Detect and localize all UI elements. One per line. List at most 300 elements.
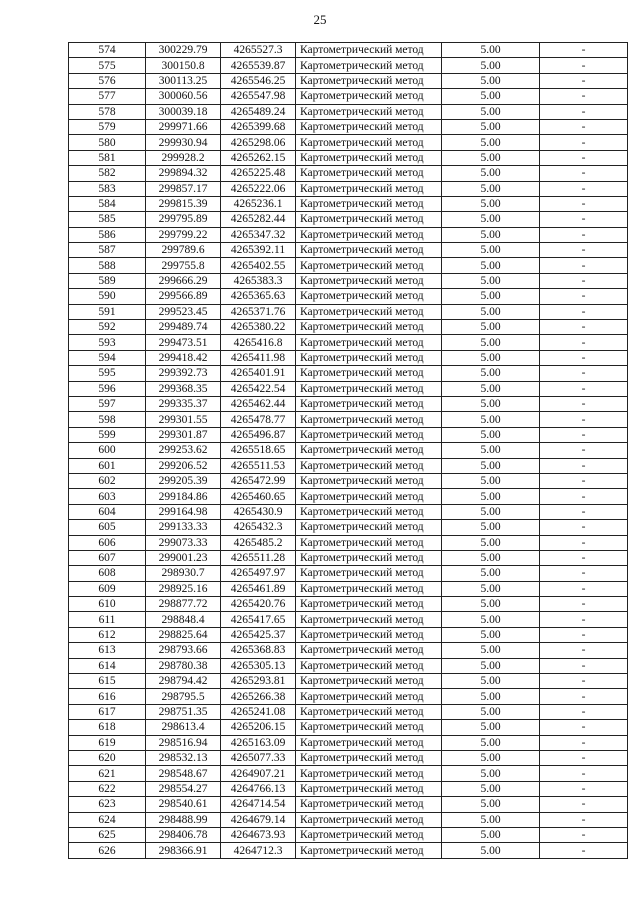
point-number-cell: 597 (69, 396, 146, 411)
accuracy-cell: 5.00 (442, 581, 540, 596)
x-coordinate-cell: 299392.73 (146, 366, 221, 381)
table-row (69, 735, 628, 750)
method-cell: Картометрический метод (296, 550, 442, 565)
table-row (69, 366, 628, 381)
x-coordinate-cell: 298825.64 (146, 627, 221, 642)
description-cell: - (540, 196, 628, 211)
method-cell: Картометрический метод (296, 227, 442, 242)
point-number-cell: 588 (69, 258, 146, 273)
table-row (69, 212, 628, 227)
x-coordinate-cell: 299301.55 (146, 412, 221, 427)
description-cell: - (540, 473, 628, 488)
x-coordinate-cell: 298516.94 (146, 735, 221, 750)
description-cell: - (540, 243, 628, 258)
table-row (69, 304, 628, 319)
point-number-cell: 620 (69, 750, 146, 765)
table-row (69, 843, 628, 858)
description-cell: - (540, 520, 628, 535)
point-number-cell: 584 (69, 196, 146, 211)
method-cell: Картометрический метод (296, 797, 442, 812)
accuracy-cell: 5.00 (442, 412, 540, 427)
description-cell: - (540, 781, 628, 796)
x-coordinate-cell: 299133.33 (146, 520, 221, 535)
y-coordinate-cell: 4265225.48 (221, 166, 296, 181)
method-cell: Картометрический метод (296, 304, 442, 319)
table-row (69, 119, 628, 134)
point-number-cell: 613 (69, 643, 146, 658)
x-coordinate-cell: 300229.79 (146, 43, 221, 58)
y-coordinate-cell: 4265417.65 (221, 612, 296, 627)
table-row (69, 181, 628, 196)
accuracy-cell: 5.00 (442, 135, 540, 150)
method-cell: Картометрический метод (296, 119, 442, 134)
table-row (69, 412, 628, 427)
accuracy-cell: 5.00 (442, 489, 540, 504)
table-row (69, 258, 628, 273)
accuracy-cell: 5.00 (442, 597, 540, 612)
y-coordinate-cell: 4265511.28 (221, 550, 296, 565)
point-number-cell: 574 (69, 43, 146, 58)
point-number-cell: 587 (69, 243, 146, 258)
accuracy-cell: 5.00 (442, 304, 540, 319)
y-coordinate-cell: 4265527.3 (221, 43, 296, 58)
y-coordinate-cell: 4265425.37 (221, 627, 296, 642)
method-cell: Картометрический метод (296, 258, 442, 273)
accuracy-cell: 5.00 (442, 104, 540, 119)
method-cell: Картометрический метод (296, 89, 442, 104)
point-number-cell: 578 (69, 104, 146, 119)
point-number-cell: 625 (69, 827, 146, 842)
x-coordinate-cell: 299755.8 (146, 258, 221, 273)
table-row (69, 720, 628, 735)
accuracy-cell: 5.00 (442, 520, 540, 535)
y-coordinate-cell: 4265518.65 (221, 443, 296, 458)
y-coordinate-cell: 4265422.54 (221, 381, 296, 396)
y-coordinate-cell: 4265077.33 (221, 750, 296, 765)
method-cell: Картометрический метод (296, 289, 442, 304)
y-coordinate-cell: 4265416.8 (221, 335, 296, 350)
page-number: 25 (313, 12, 327, 27)
x-coordinate-cell: 298795.5 (146, 689, 221, 704)
y-coordinate-cell: 4265547.98 (221, 89, 296, 104)
y-coordinate-cell: 4265298.06 (221, 135, 296, 150)
x-coordinate-cell: 298793.66 (146, 643, 221, 658)
x-coordinate-cell: 299335.37 (146, 396, 221, 411)
description-cell: - (540, 58, 628, 73)
description-cell: - (540, 335, 628, 350)
point-number-cell: 626 (69, 843, 146, 858)
description-cell: - (540, 73, 628, 88)
x-coordinate-cell: 298540.61 (146, 797, 221, 812)
point-number-cell: 621 (69, 766, 146, 781)
accuracy-cell: 5.00 (442, 289, 540, 304)
y-coordinate-cell: 4265411.98 (221, 350, 296, 365)
method-cell: Картометрический метод (296, 689, 442, 704)
method-cell: Картометрический метод (296, 196, 442, 211)
description-cell: - (540, 689, 628, 704)
point-number-cell: 594 (69, 350, 146, 365)
accuracy-cell: 5.00 (442, 458, 540, 473)
point-number-cell: 592 (69, 320, 146, 335)
table-row (69, 581, 628, 596)
table-row (69, 597, 628, 612)
x-coordinate-cell: 298877.72 (146, 597, 221, 612)
x-coordinate-cell: 298366.91 (146, 843, 221, 858)
x-coordinate-cell: 298780.38 (146, 658, 221, 673)
x-coordinate-cell: 298554.27 (146, 781, 221, 796)
point-number-cell: 590 (69, 289, 146, 304)
point-number-cell: 576 (69, 73, 146, 88)
method-cell: Картометрический метод (296, 273, 442, 288)
point-number-cell: 583 (69, 181, 146, 196)
point-number-cell: 623 (69, 797, 146, 812)
method-cell: Картометрический метод (296, 243, 442, 258)
accuracy-cell: 5.00 (442, 427, 540, 442)
x-coordinate-cell: 299894.32 (146, 166, 221, 181)
y-coordinate-cell: 4265478.77 (221, 412, 296, 427)
accuracy-cell: 5.00 (442, 750, 540, 765)
description-cell: - (540, 320, 628, 335)
y-coordinate-cell: 4265392.11 (221, 243, 296, 258)
description-cell: - (540, 658, 628, 673)
accuracy-cell: 5.00 (442, 797, 540, 812)
accuracy-cell: 5.00 (442, 566, 540, 581)
method-cell: Картометрический метод (296, 73, 442, 88)
table-row (69, 535, 628, 550)
y-coordinate-cell: 4265399.68 (221, 119, 296, 134)
table-row (69, 812, 628, 827)
method-cell: Картометрический метод (296, 166, 442, 181)
y-coordinate-cell: 4265241.08 (221, 704, 296, 719)
description-cell: - (540, 181, 628, 196)
point-number-cell: 608 (69, 566, 146, 581)
point-number-cell: 610 (69, 597, 146, 612)
accuracy-cell: 5.00 (442, 227, 540, 242)
point-number-cell: 580 (69, 135, 146, 150)
table-row (69, 797, 628, 812)
point-number-cell: 619 (69, 735, 146, 750)
x-coordinate-cell: 299164.98 (146, 504, 221, 519)
x-coordinate-cell: 299205.39 (146, 473, 221, 488)
method-cell: Картометрический метод (296, 58, 442, 73)
x-coordinate-cell: 298751.35 (146, 704, 221, 719)
accuracy-cell: 5.00 (442, 735, 540, 750)
y-coordinate-cell: 4265461.89 (221, 581, 296, 596)
table-row (69, 350, 628, 365)
description-cell: - (540, 427, 628, 442)
method-cell: Картометрический метод (296, 458, 442, 473)
x-coordinate-cell: 299795.89 (146, 212, 221, 227)
x-coordinate-cell: 300060.56 (146, 89, 221, 104)
description-cell: - (540, 643, 628, 658)
x-coordinate-cell: 298930.7 (146, 566, 221, 581)
method-cell: Картометрический метод (296, 612, 442, 627)
description-cell: - (540, 612, 628, 627)
point-number-cell: 586 (69, 227, 146, 242)
accuracy-cell: 5.00 (442, 381, 540, 396)
y-coordinate-cell: 4265266.38 (221, 689, 296, 704)
method-cell: Картометрический метод (296, 766, 442, 781)
x-coordinate-cell: 299206.52 (146, 458, 221, 473)
table-row (69, 550, 628, 565)
point-number-cell: 585 (69, 212, 146, 227)
description-cell: - (540, 43, 628, 58)
description-cell: - (540, 412, 628, 427)
method-cell: Картометрический метод (296, 366, 442, 381)
y-coordinate-cell: 4265262.15 (221, 150, 296, 165)
x-coordinate-cell: 300039.18 (146, 104, 221, 119)
x-coordinate-cell: 299666.29 (146, 273, 221, 288)
x-coordinate-cell: 298548.67 (146, 766, 221, 781)
method-cell: Картометрический метод (296, 104, 442, 119)
method-cell: Картометрический метод (296, 43, 442, 58)
table-row (69, 766, 628, 781)
y-coordinate-cell: 4265485.2 (221, 535, 296, 550)
point-number-cell: 624 (69, 812, 146, 827)
accuracy-cell: 5.00 (442, 73, 540, 88)
accuracy-cell: 5.00 (442, 150, 540, 165)
table-row (69, 689, 628, 704)
description-cell: - (540, 381, 628, 396)
method-cell: Картометрический метод (296, 735, 442, 750)
method-cell: Картометрический метод (296, 335, 442, 350)
accuracy-cell: 5.00 (442, 550, 540, 565)
table-row (69, 427, 628, 442)
accuracy-cell: 5.00 (442, 258, 540, 273)
method-cell: Картометрический метод (296, 504, 442, 519)
accuracy-cell: 5.00 (442, 812, 540, 827)
table-row (69, 827, 628, 842)
coordinates-table-body (69, 43, 628, 859)
accuracy-cell: 5.00 (442, 504, 540, 519)
y-coordinate-cell: 4264766.13 (221, 781, 296, 796)
table-row (69, 658, 628, 673)
description-cell: - (540, 504, 628, 519)
description-cell: - (540, 704, 628, 719)
description-cell: - (540, 304, 628, 319)
description-cell: - (540, 843, 628, 858)
accuracy-cell: 5.00 (442, 396, 540, 411)
point-number-cell: 600 (69, 443, 146, 458)
x-coordinate-cell: 299473.51 (146, 335, 221, 350)
table-row (69, 750, 628, 765)
y-coordinate-cell: 4265293.81 (221, 674, 296, 689)
description-cell: - (540, 350, 628, 365)
x-coordinate-cell: 298613.4 (146, 720, 221, 735)
y-coordinate-cell: 4265222.06 (221, 181, 296, 196)
point-number-cell: 589 (69, 273, 146, 288)
accuracy-cell: 5.00 (442, 58, 540, 73)
accuracy-cell: 5.00 (442, 766, 540, 781)
y-coordinate-cell: 4264679.14 (221, 812, 296, 827)
y-coordinate-cell: 4265402.55 (221, 258, 296, 273)
description-cell: - (540, 797, 628, 812)
y-coordinate-cell: 4264907.21 (221, 766, 296, 781)
y-coordinate-cell: 4265236.1 (221, 196, 296, 211)
y-coordinate-cell: 4265163.09 (221, 735, 296, 750)
description-cell: - (540, 458, 628, 473)
x-coordinate-cell: 298488.99 (146, 812, 221, 827)
accuracy-cell: 5.00 (442, 119, 540, 134)
x-coordinate-cell: 299184.86 (146, 489, 221, 504)
table-row (69, 89, 628, 104)
y-coordinate-cell: 4265546.25 (221, 73, 296, 88)
x-coordinate-cell: 300150.8 (146, 58, 221, 73)
method-cell: Картометрический метод (296, 135, 442, 150)
y-coordinate-cell: 4265368.83 (221, 643, 296, 658)
x-coordinate-cell: 299566.89 (146, 289, 221, 304)
description-cell: - (540, 135, 628, 150)
method-cell: Картометрический метод (296, 350, 442, 365)
x-coordinate-cell: 298848.4 (146, 612, 221, 627)
description-cell: - (540, 597, 628, 612)
point-number-cell: 602 (69, 473, 146, 488)
x-coordinate-cell: 299073.33 (146, 535, 221, 550)
table-row (69, 504, 628, 519)
x-coordinate-cell: 299930.94 (146, 135, 221, 150)
point-number-cell: 618 (69, 720, 146, 735)
method-cell: Картометрический метод (296, 150, 442, 165)
table-row (69, 104, 628, 119)
description-cell: - (540, 550, 628, 565)
accuracy-cell: 5.00 (442, 243, 540, 258)
y-coordinate-cell: 4264712.3 (221, 843, 296, 858)
description-cell: - (540, 566, 628, 581)
method-cell: Картометрический метод (296, 396, 442, 411)
table-row (69, 473, 628, 488)
accuracy-cell: 5.00 (442, 196, 540, 211)
x-coordinate-cell: 299489.74 (146, 320, 221, 335)
table-row (69, 73, 628, 88)
table-row (69, 227, 628, 242)
x-coordinate-cell: 299253.62 (146, 443, 221, 458)
y-coordinate-cell: 4265371.76 (221, 304, 296, 319)
x-coordinate-cell: 299928.2 (146, 150, 221, 165)
method-cell: Картометрический метод (296, 412, 442, 427)
method-cell: Картометрический метод (296, 704, 442, 719)
x-coordinate-cell: 298406.78 (146, 827, 221, 842)
table-row (69, 674, 628, 689)
coordinates-table (68, 42, 628, 859)
method-cell: Картометрический метод (296, 443, 442, 458)
method-cell: Картометрический метод (296, 212, 442, 227)
y-coordinate-cell: 4265206.15 (221, 720, 296, 735)
description-cell: - (540, 227, 628, 242)
description-cell: - (540, 735, 628, 750)
y-coordinate-cell: 4265401.91 (221, 366, 296, 381)
method-cell: Картометрический метод (296, 812, 442, 827)
description-cell: - (540, 720, 628, 735)
accuracy-cell: 5.00 (442, 658, 540, 673)
x-coordinate-cell: 299418.42 (146, 350, 221, 365)
method-cell: Картометрический метод (296, 843, 442, 858)
point-number-cell: 615 (69, 674, 146, 689)
accuracy-cell: 5.00 (442, 89, 540, 104)
table-row (69, 443, 628, 458)
description-cell: - (540, 489, 628, 504)
table-row (69, 781, 628, 796)
description-cell: - (540, 89, 628, 104)
table-row (69, 135, 628, 150)
method-cell: Картометрический метод (296, 781, 442, 796)
point-number-cell: 577 (69, 89, 146, 104)
y-coordinate-cell: 4265282.44 (221, 212, 296, 227)
x-coordinate-cell: 299971.66 (146, 119, 221, 134)
y-coordinate-cell: 4265347.32 (221, 227, 296, 242)
point-number-cell: 605 (69, 520, 146, 535)
point-number-cell: 599 (69, 427, 146, 442)
x-coordinate-cell: 299789.6 (146, 243, 221, 258)
method-cell: Картометрический метод (296, 381, 442, 396)
method-cell: Картометрический метод (296, 658, 442, 673)
y-coordinate-cell: 4264673.93 (221, 827, 296, 842)
point-number-cell: 582 (69, 166, 146, 181)
table-row (69, 396, 628, 411)
accuracy-cell: 5.00 (442, 674, 540, 689)
description-cell: - (540, 535, 628, 550)
x-coordinate-cell: 299857.17 (146, 181, 221, 196)
y-coordinate-cell: 4265539.87 (221, 58, 296, 73)
y-coordinate-cell: 4265511.53 (221, 458, 296, 473)
accuracy-cell: 5.00 (442, 720, 540, 735)
description-cell: - (540, 627, 628, 642)
y-coordinate-cell: 4264714.54 (221, 797, 296, 812)
description-cell: - (540, 104, 628, 119)
x-coordinate-cell: 299815.39 (146, 196, 221, 211)
x-coordinate-cell: 300113.25 (146, 73, 221, 88)
point-number-cell: 617 (69, 704, 146, 719)
method-cell: Картометрический метод (296, 520, 442, 535)
description-cell: - (540, 581, 628, 596)
description-cell: - (540, 766, 628, 781)
x-coordinate-cell: 298925.16 (146, 581, 221, 596)
method-cell: Картометрический метод (296, 827, 442, 842)
table-row (69, 643, 628, 658)
accuracy-cell: 5.00 (442, 166, 540, 181)
description-cell: - (540, 750, 628, 765)
method-cell: Картометрический метод (296, 427, 442, 442)
accuracy-cell: 5.00 (442, 350, 540, 365)
description-cell: - (540, 674, 628, 689)
accuracy-cell: 5.00 (442, 473, 540, 488)
description-cell: - (540, 258, 628, 273)
point-number-cell: 596 (69, 381, 146, 396)
description-cell: - (540, 119, 628, 134)
table-row (69, 458, 628, 473)
description-cell: - (540, 443, 628, 458)
table-row (69, 566, 628, 581)
y-coordinate-cell: 4265430.9 (221, 504, 296, 519)
y-coordinate-cell: 4265380.22 (221, 320, 296, 335)
accuracy-cell: 5.00 (442, 535, 540, 550)
table-row (69, 43, 628, 58)
table-row (69, 289, 628, 304)
accuracy-cell: 5.00 (442, 181, 540, 196)
x-coordinate-cell: 299001.23 (146, 550, 221, 565)
description-cell: - (540, 366, 628, 381)
point-number-cell: 575 (69, 58, 146, 73)
y-coordinate-cell: 4265489.24 (221, 104, 296, 119)
method-cell: Картометрический метод (296, 566, 442, 581)
accuracy-cell: 5.00 (442, 612, 540, 627)
point-number-cell: 601 (69, 458, 146, 473)
point-number-cell: 579 (69, 119, 146, 134)
x-coordinate-cell: 298532.13 (146, 750, 221, 765)
y-coordinate-cell: 4265472.99 (221, 473, 296, 488)
description-cell: - (540, 812, 628, 827)
description-cell: - (540, 396, 628, 411)
point-number-cell: 598 (69, 412, 146, 427)
